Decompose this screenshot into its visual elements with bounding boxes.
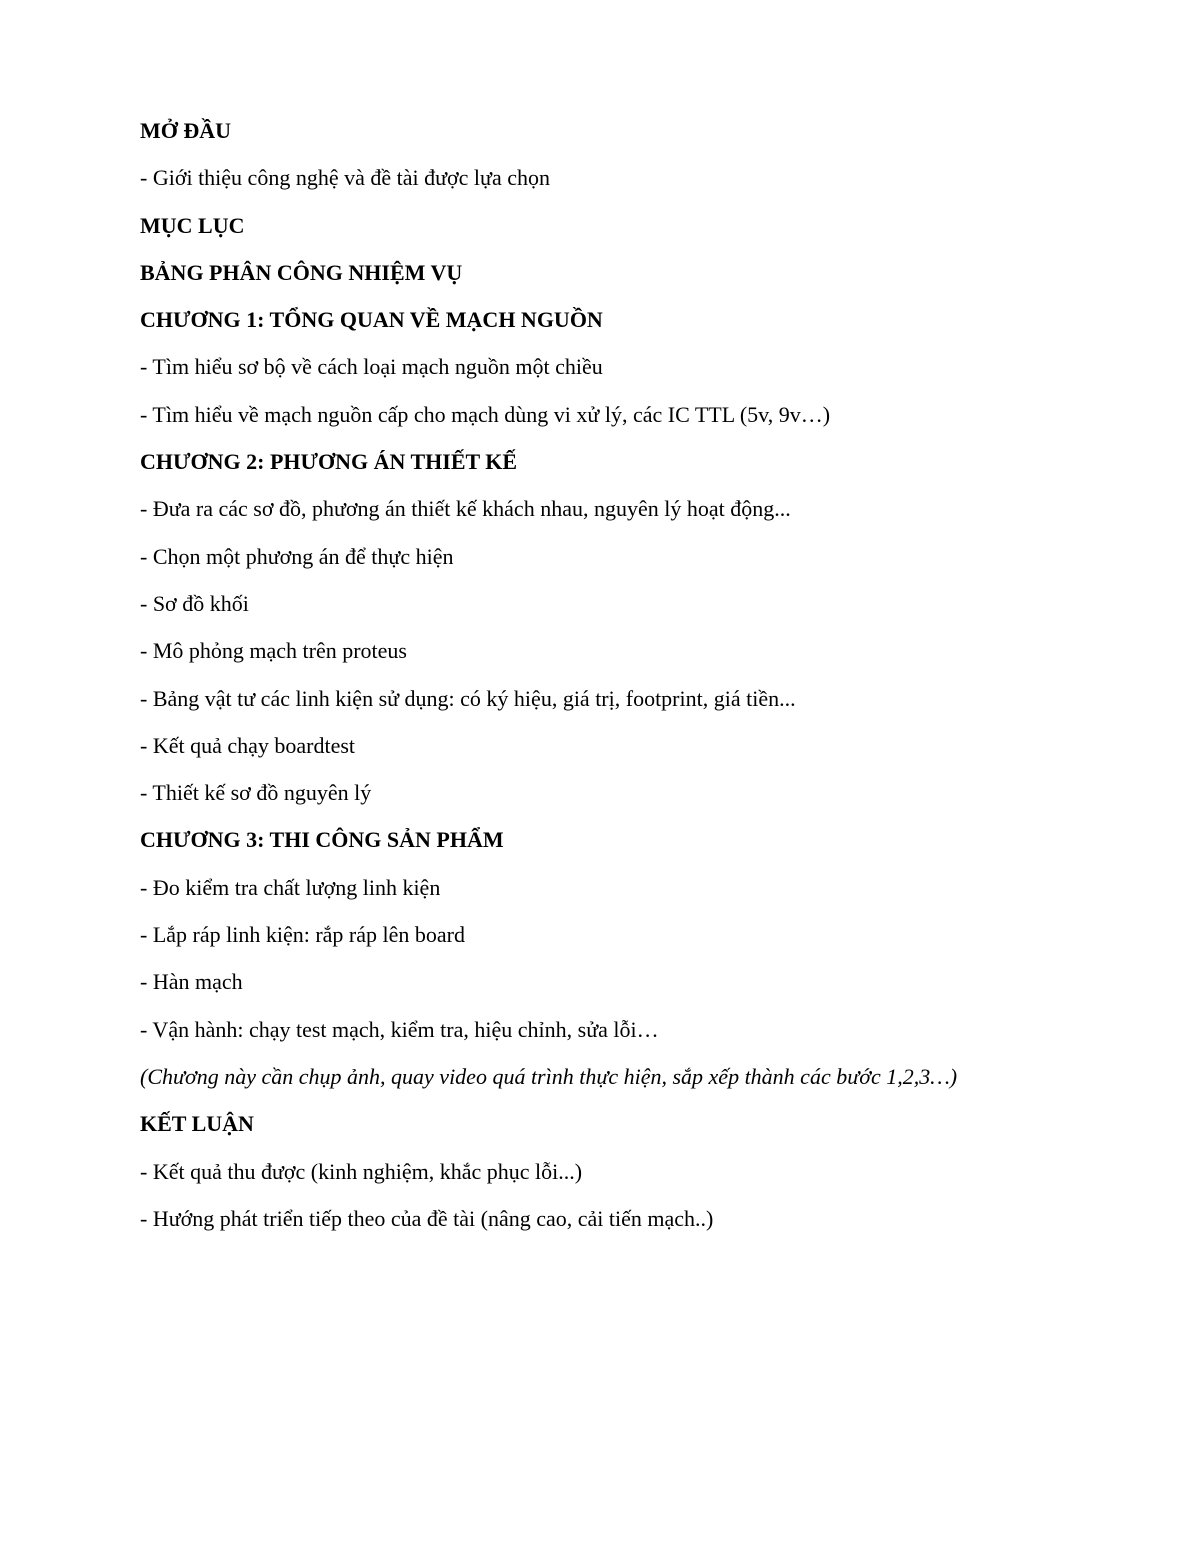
section-heading-chuong-1: CHƯƠNG 1: TỔNG QUAN VỀ MẠCH NGUỒN [140, 307, 603, 333]
list-item: - Chọn một phương án để thực hiện [140, 543, 454, 569]
list-item: - Đưa ra các sơ đồ, phương án thiết kế khách nhau, nguyên lý hoạt động... [140, 496, 791, 522]
list-item: - Tìm hiểu về mạch nguồn cấp cho mạch dùng vi xử lý, các IC TTL (5v, 9v…) [140, 401, 831, 427]
list-item: - Lắp ráp linh kiện: rắp ráp lên board [140, 922, 465, 948]
list-item: - Kết quả thu được (kinh nghiệm, khắc phục lỗi...) [140, 1158, 583, 1184]
list-item: - Kết quả chạy boardtest [140, 732, 356, 758]
list-item: - Đo kiểm tra chất lượng linh kiện [140, 874, 441, 900]
list-item: - Thiết kế sơ đồ nguyên lý [140, 780, 372, 806]
list-item: - Tìm hiểu sơ bộ về cách loại mạch nguồn một chiều [140, 354, 603, 380]
list-item: - Giới thiệu công nghệ và đề tài được lựa chọn [140, 165, 550, 191]
section-heading-chuong-2: CHƯƠNG 2: PHƯƠNG ÁN THIẾT KẾ [140, 449, 518, 475]
section-heading-ket-luan: KẾT LUẬN [140, 1111, 254, 1137]
section-heading-muc-luc: MỤC LỤC [140, 212, 245, 238]
section-heading-bang-phan-cong: BẢNG PHÂN CÔNG NHIỆM VỤ [140, 259, 463, 285]
list-item: - Sơ đồ khối [140, 590, 249, 616]
list-item: - Hướng phát triển tiếp theo của đề tài (nâng cao, cải tiến mạch..) [140, 1205, 714, 1231]
list-item: - Mô phỏng mạch trên proteus [140, 638, 407, 664]
outline-content [140, 107, 1140, 1242]
section-heading-mo-dau: MỞ ĐẦU [140, 118, 232, 143]
list-item: - Hàn mạch [140, 969, 243, 995]
section-heading-chuong-3: CHƯƠNG 3: THI CÔNG SẢN PHẨM [140, 827, 504, 853]
list-item: - Bảng vật tư các linh kiện sử dụng: có ký hiệu, giá trị, footprint, giá tiền... [140, 685, 796, 711]
italic-note: (Chương này cần chụp ảnh, quay video quá trình thực hiện, sắp xếp thành các bước 1,2,3…) [140, 1063, 958, 1089]
list-item: - Vận hành: chạy test mạch, kiểm tra, hiệu chỉnh, sửa lỗi… [140, 1016, 659, 1042]
